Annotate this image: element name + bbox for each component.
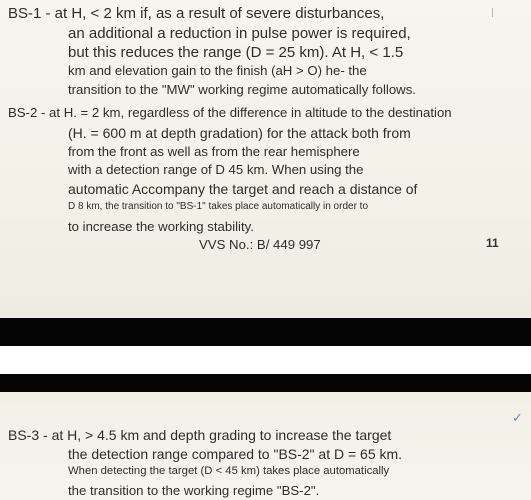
bs2-line-4: with a detection range of D 45 km. When using the: [68, 162, 364, 177]
bs2-line-2: (H. = 600 m at depth gradation) for the attack both from: [68, 125, 411, 141]
bs2-line-3: from the front as well as from the rear hemisphere: [68, 144, 360, 159]
scan-black-band-upper: [0, 318, 531, 346]
bs1-line-4: km and elevation gain to the finish (aH > O) he- the: [68, 63, 367, 78]
bs1-line-2: an additional a reduction in pulse power is required,: [68, 25, 411, 42]
bs3-line-1: BS-3 - at H, > 4.5 km and depth grading to increase the target: [8, 427, 392, 443]
bs2-line-6: D 8 km, the transition to "BS-1" takes place automatically in order to: [68, 201, 369, 212]
margin-tick-mark: [492, 8, 493, 17]
bs2-line-1: BS-2 - at H. = 2 km, regardless of the difference in altitude to the destination: [8, 105, 452, 120]
bs3-line-4: the transition to the working regime "BS-2".: [68, 483, 320, 498]
bs2-line-5: automatic Accompany the target and reach a distance of: [68, 181, 418, 197]
page-number: 11: [486, 236, 499, 250]
bs2-line-7: to increase the working stability.: [68, 219, 254, 234]
scan-black-band-lower: [0, 374, 531, 392]
scan-white-gap: [0, 346, 531, 374]
bs3-line-2: the detection range compared to "BS-2" at D = 65 km.: [68, 446, 403, 462]
document-reference: VVS No.: B/ 449 997: [199, 237, 321, 252]
checkmark-icon: ✓: [512, 410, 523, 425]
bs1-line-1: BS-1 - at H, < 2 km if, as a result of severe disturbances,: [8, 5, 385, 22]
bs1-line-3: but this reduces the range (D = 25 km). At H, < 1.5: [68, 44, 404, 61]
bs1-line-5: transition to the "MW" working regime automatically follows.: [68, 82, 416, 97]
bs3-line-3: When detecting the target (D < 45 km) takes place automatically: [68, 465, 390, 477]
